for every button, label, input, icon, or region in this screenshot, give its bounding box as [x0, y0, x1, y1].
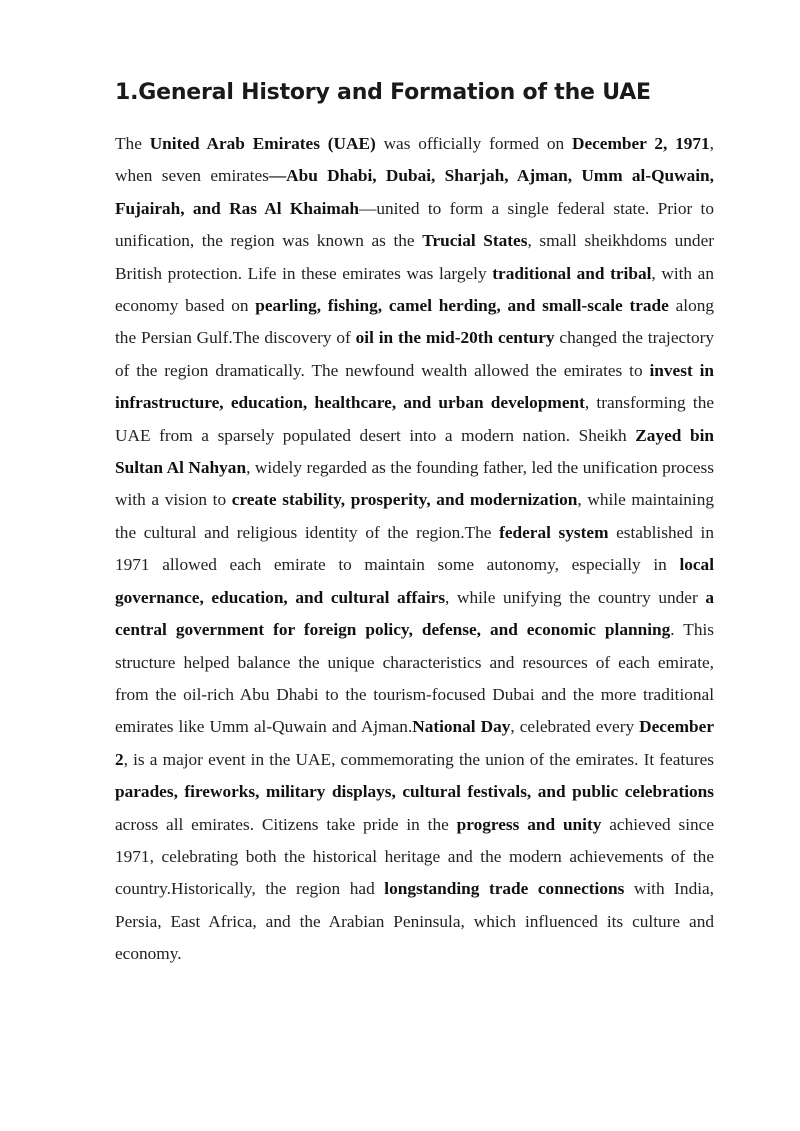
text-run: , transforming the UAE from a sparsely populated desert into a modern nation. Sheikh: [115, 393, 715, 445]
text-run: —united to form a single federal state. Prior to unification, the region was known as the: [115, 198, 714, 251]
text-run: across all emirates. Citizens take pride in the: [115, 814, 457, 834]
text-run: was officially formed on: [375, 134, 572, 153]
text-run: , while maintaining the cultural and religious identity of the region.The: [115, 490, 714, 542]
bold-text-run: create stability, prosperity, and modernization: [231, 490, 578, 510]
text-run: , small sheikhdoms under British protection. Life in these emirates was largely: [115, 231, 714, 283]
bold-text-run: December 2: [115, 717, 714, 769]
bold-text-run: National Day: [412, 717, 511, 737]
text-run: , celebrated every: [510, 717, 640, 737]
text-run: along the Persian Gulf.The discovery of: [115, 296, 715, 348]
text-run: achieved since 1971, celebrating both the historical heritage and the modern achievements of the country.Historically, the region had: [115, 814, 714, 899]
bold-text-run: oil in the mid-20th century: [355, 328, 555, 348]
section-heading: 1.General History and Formation of the UAE: [115, 80, 651, 105]
text-run: changed the trajectory of the region dramatically. The newfound wealth allowed the emirates to: [115, 328, 715, 380]
text-run: , widely regarded as the founding father, led the unification process with a vision to: [115, 458, 714, 510]
text-run: , is a major event in the UAE, commemorating the union of the emirates. It features: [123, 749, 714, 769]
bold-text-run: longstanding trade connections: [384, 879, 625, 899]
bold-text-run: Zayed bin Sultan Al Nahyan: [115, 425, 714, 478]
text-run: . This structure helped balance the unique characteristics and resources of each emirate, from the oil-rich Abu Dhabi to the tourism-focused Dubai and the more traditional emirates like Umm al-Quwain and Ajman.: [115, 620, 714, 737]
bold-text-run: federal system: [499, 522, 609, 542]
bold-text-run: local governance, education, and cultural affairs: [115, 555, 714, 607]
text-run: , with an economy based on: [115, 263, 714, 316]
bold-text-run: Trucial States: [422, 231, 528, 251]
body-paragraph: [115, 128, 714, 971]
bold-text-run: progress and unity: [456, 814, 602, 834]
bold-text-run: —Abu Dhabi, Dubai, Sharjah, Ajman, Umm al-Quwain, Fujairah, and Ras Al Khaimah: [115, 166, 714, 218]
bold-text-run: United Arab Emirates (UAE): [149, 134, 376, 153]
bold-text-run: traditional and tribal: [492, 263, 652, 283]
text-run: , while unifying the country under: [445, 587, 706, 607]
bold-text-run: parades, fireworks, military displays, cultural festivals, and public celebrations: [115, 782, 714, 802]
bold-text-run: a central government for foreign policy, defense, and economic planning: [115, 587, 714, 640]
text-run: , when seven emirates: [115, 134, 714, 186]
bold-text-run: invest in infrastructure, education, healthcare, and urban development: [115, 360, 715, 413]
bold-text-run: December 2, 1971: [571, 134, 710, 153]
text-run: The: [115, 134, 150, 153]
text-run: established in 1971 allowed each emirate to maintain some autonomy, especially in: [115, 522, 714, 575]
text-run: with India, Persia, East Africa, and the Arabian Peninsula, which influenced its culture and economy.: [115, 879, 715, 964]
bold-text-run: pearling, fishing, camel herding, and small-scale trade: [255, 296, 669, 316]
